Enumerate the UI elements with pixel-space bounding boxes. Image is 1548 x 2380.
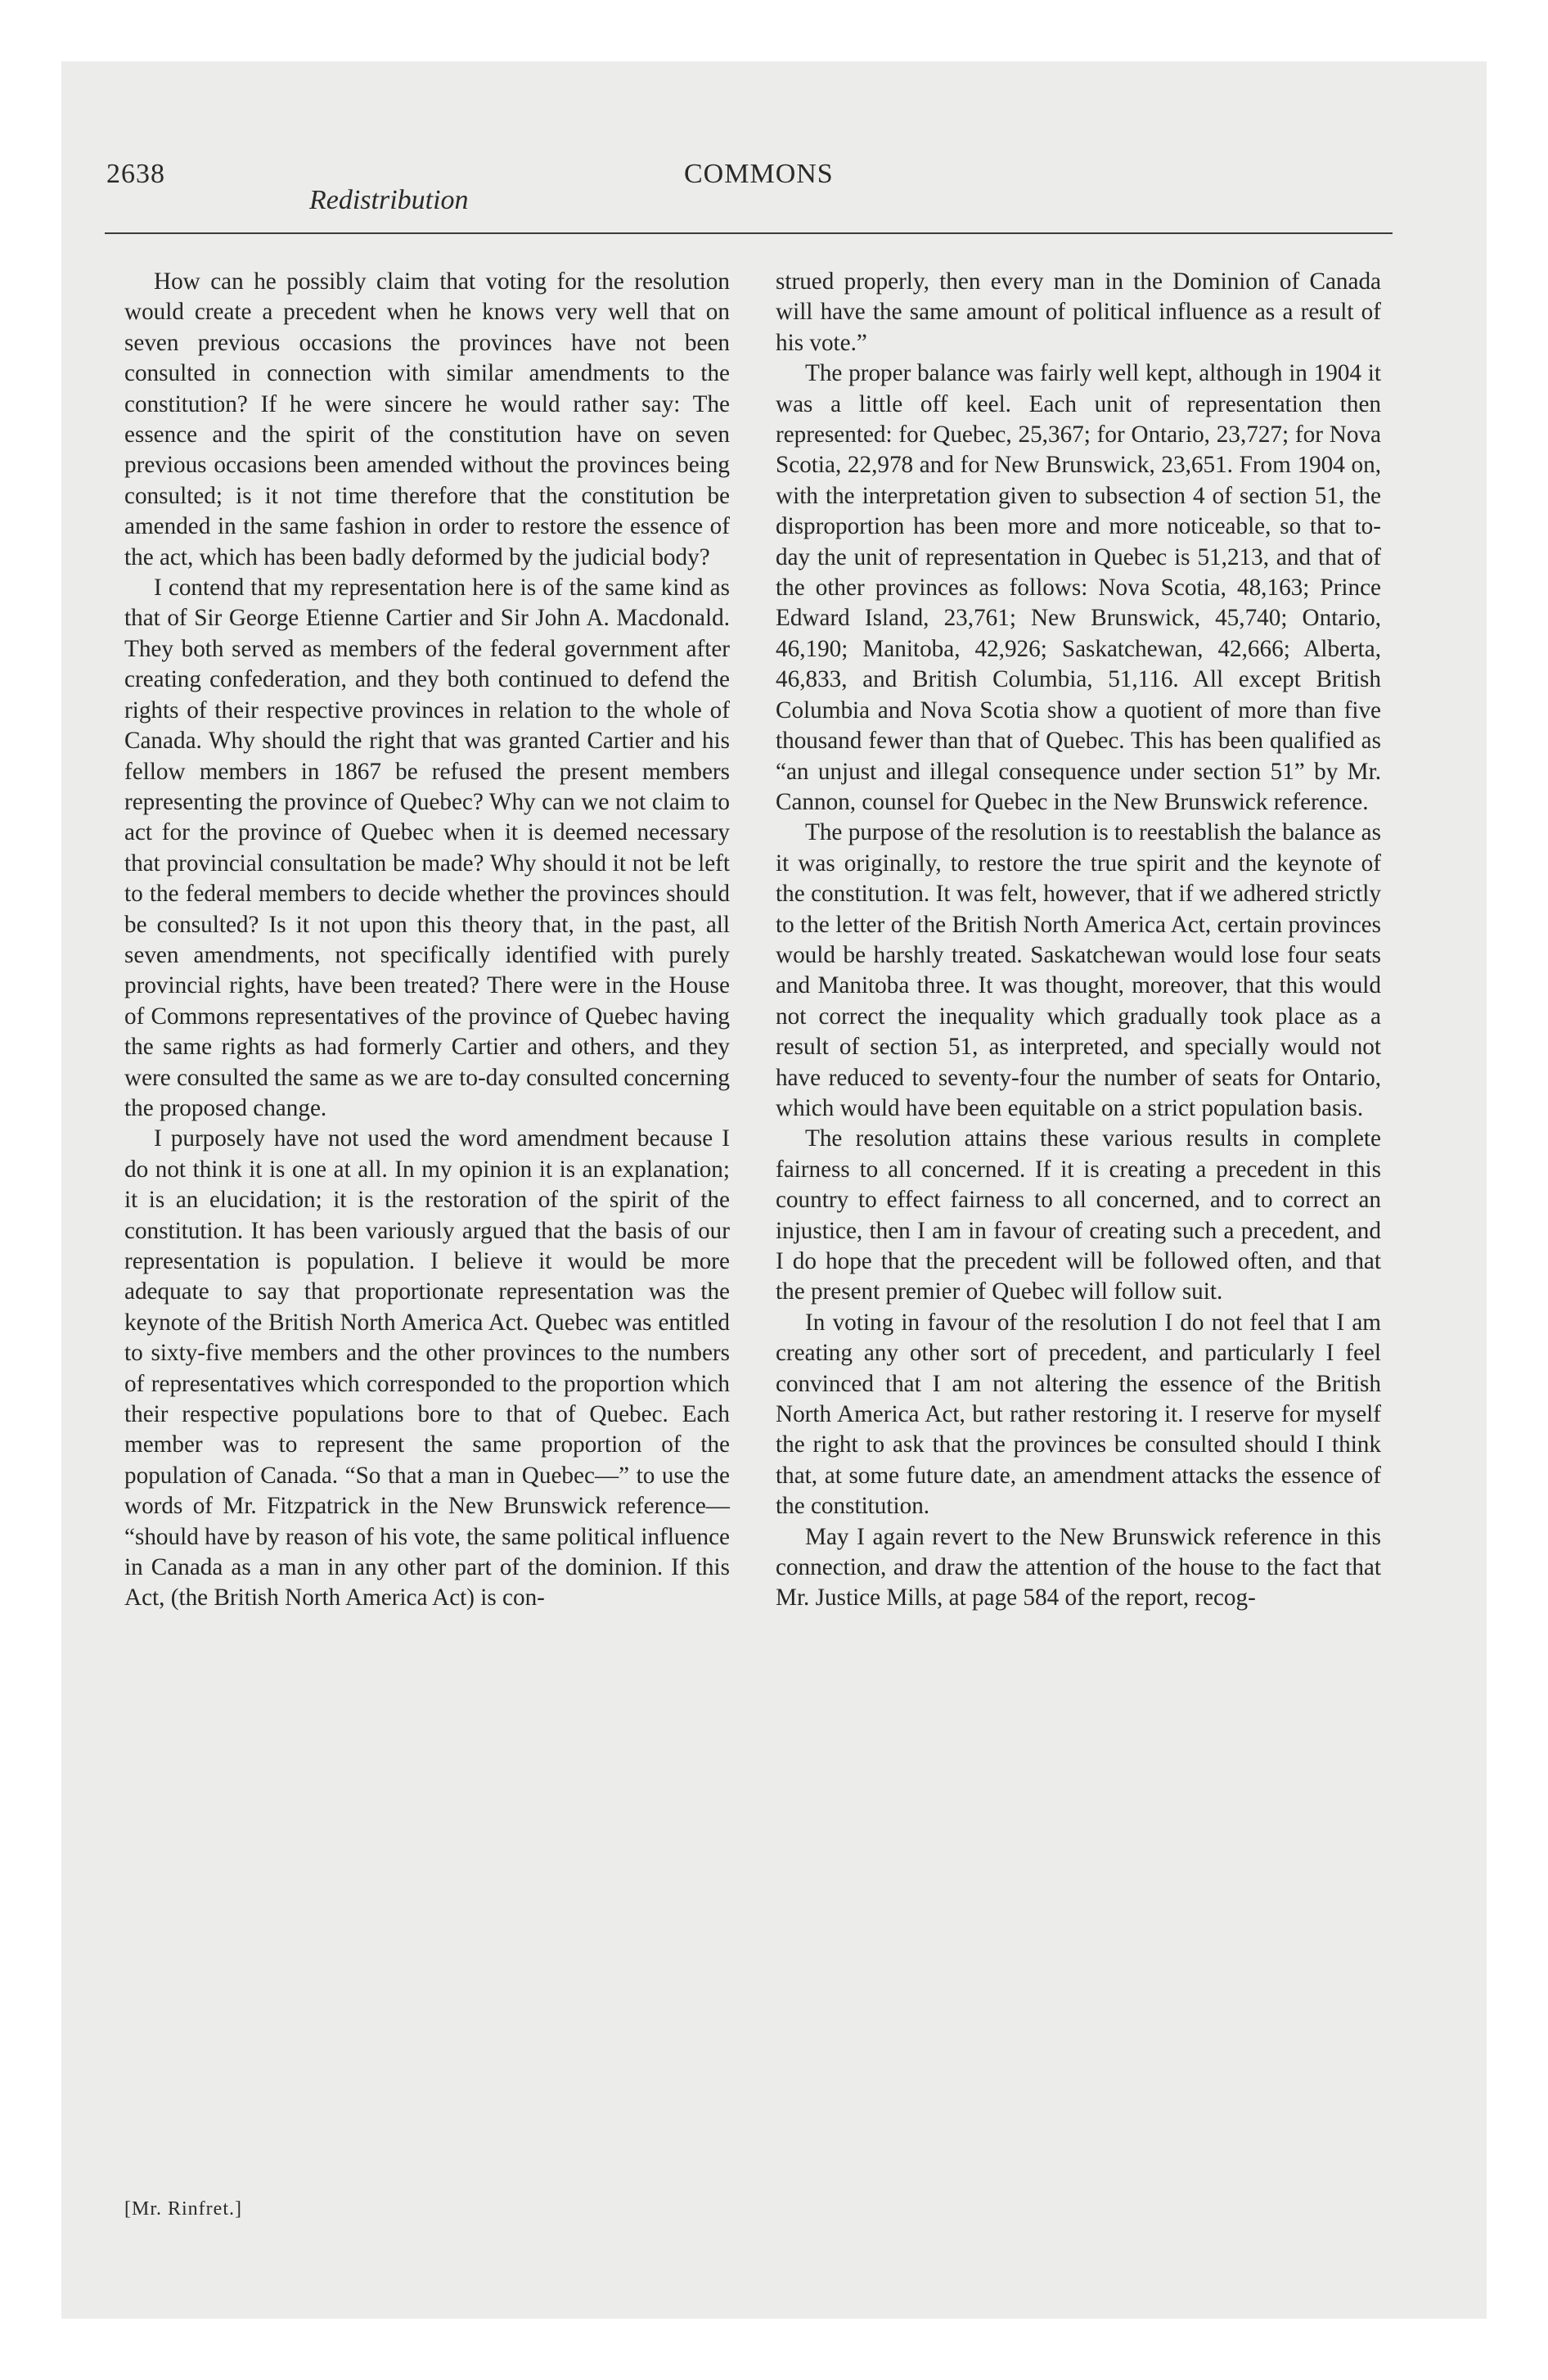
right-column: [776, 267, 1381, 1614]
page-number: 2638: [106, 159, 165, 189]
paragraph: The proper balance was fairly well kept, although in 1904 it was a little off keel. Each unit of representation then represented: for Quebec, 25,367; for Ontario, 23,727; for Nova Scotia, 22,978 and for New Brunswick, 23,651. From 1904 on, with the interpretation given to subsection 4 of section 51, the disproportion has been more and more noticeable, so that to-day the unit of representation in Quebec is 51,213, and that of the other provinces as follows: Nova Scotia, 48,163; Prince Edward Island, 23,761; New Brunswick, 45,740; Ontario, 46,190; Manitoba, 42,926; Saskatchewan, 42,666; Alberta, 46,833, and British Columbia, 51,116. All except British Columbia and Nova Scotia show a quotient of more than five thousand fewer than that of Quebec. This has been qualified as “an unjust and illegal consequence under section 51” by Mr. Cannon, counsel for Quebec in the New Brunswick reference.: [776, 360, 1381, 815]
paragraph: I purposely have not used the word amendment because I do not think it is one at all. In my opinion it is an explanation; it is an elucidation; it is the restoration of the spirit of the constitution. It has been variously argued that the basis of our representation is population. I believe it would be more adequate to say that proportionate representation was the keynote of the British North America Act. Quebec was entitled to sixty-five members and the other provinces to the numbers of representatives which corresponded to the proportion which their respective populations bore to that of Quebec. Each member was to represent the same proportion of the population of Canada. “So that a man in Quebec—” to use the words of Mr. Fitzpatrick in the New Brunswick reference— “should have by reason of his vote, the same political influence in Canada as a man in any other part of the dominion. If this Act, (the British North America Act) is con-: [124, 1125, 731, 1611]
speaker-note: [Mr. Rinfret.]: [124, 2198, 242, 2220]
paragraph: The purpose of the resolution is to reestablish the balance as it was originally, to restore the true spirit and the keynote of the constitution. It was felt, however, that if we adhered strictly to the letter of the British North America Act, certain provinces would be harshly treated. Saskatchewan would lose four seats and Manitoba three. It was thought, moreover, that this would not correct the inequality which gradually took place as a result of section 51, as interpreted, and specially would not have reduced to seventy-four the number of seats for Ontario, which would have been equitable on a strict population basis.: [776, 819, 1381, 1121]
paragraph: In voting in favour of the resolution I do not feel that I am creating any other sort of precedent, and particularly I feel convinced that I am not altering the essence of the British North America Act, but rather restoring it. I reserve for myself the right to ask that the provinces be consulted should I think that, at some future date, an amendment attacks the essence of the constitution.: [776, 1309, 1381, 1520]
section-title: Redistribution: [309, 185, 469, 215]
paragraph: May I again revert to the New Brunswick reference in this connection, and draw the attention of the house to the fact that Mr. Justice Mills, at page 584 of the report, recog-: [776, 1523, 1381, 1611]
running-head: COMMONS: [684, 159, 834, 189]
paragraph: The resolution attains these various results in complete fairness to all concerned. If it is creating a precedent in this country to effect fairness to all concerned, and to correct an injustice, then I am in favour of creating such a precedent, and I do hope that the precedent will be followed often, and that the present premier of Quebec will follow suit.: [776, 1125, 1381, 1305]
header-rule: [105, 232, 1393, 234]
left-column: [124, 267, 730, 1614]
paragraph: How can he possibly claim that voting for the resolution would create a precedent when he knows very well that on seven previous occasions the provinces have not been consulted in connection with similar amendments to the constitution? If he were sincere he would rather say: The essence and the spirit of the constitution have on seven previous occasions been amended without the provinces being consulted; is it not time therefore that the constitution be amended in the same fashion in order to restore the essence of the act, which has been badly deformed by the judicial body?: [124, 268, 730, 570]
paragraph-continuation: strued properly, then every man in the Dominion of Canada will have the same amount of political influence as a result of his vote.”: [776, 268, 1381, 356]
paragraph: I contend that my representation here is of the same kind as that of Sir George Etienne Cartier and Sir John A. Macdonald. They both served as members of the federal government after creating confederation, and they both continued to defend the rights of their respective provinces in relation to the whole of Canada. Why should the right that was granted Cartier and his fellow members in 1867 be refused the present members representing the province of Quebec? Why can we not claim to act for the province of Quebec when it is deemed necessary that provincial consultation be made? Why should it not be left to the federal members to decide whether the provinces should be consulted? Is it not upon this theory that, in the past, all seven amendments, not specifically identified with purely provincial rights, have been treated? There were in the House of Commons representatives of the province of Quebec having the same rights as had formerly Cartier and others, and they were consulted the same as we are to-day consulted concerning the proposed change.: [124, 575, 730, 1121]
